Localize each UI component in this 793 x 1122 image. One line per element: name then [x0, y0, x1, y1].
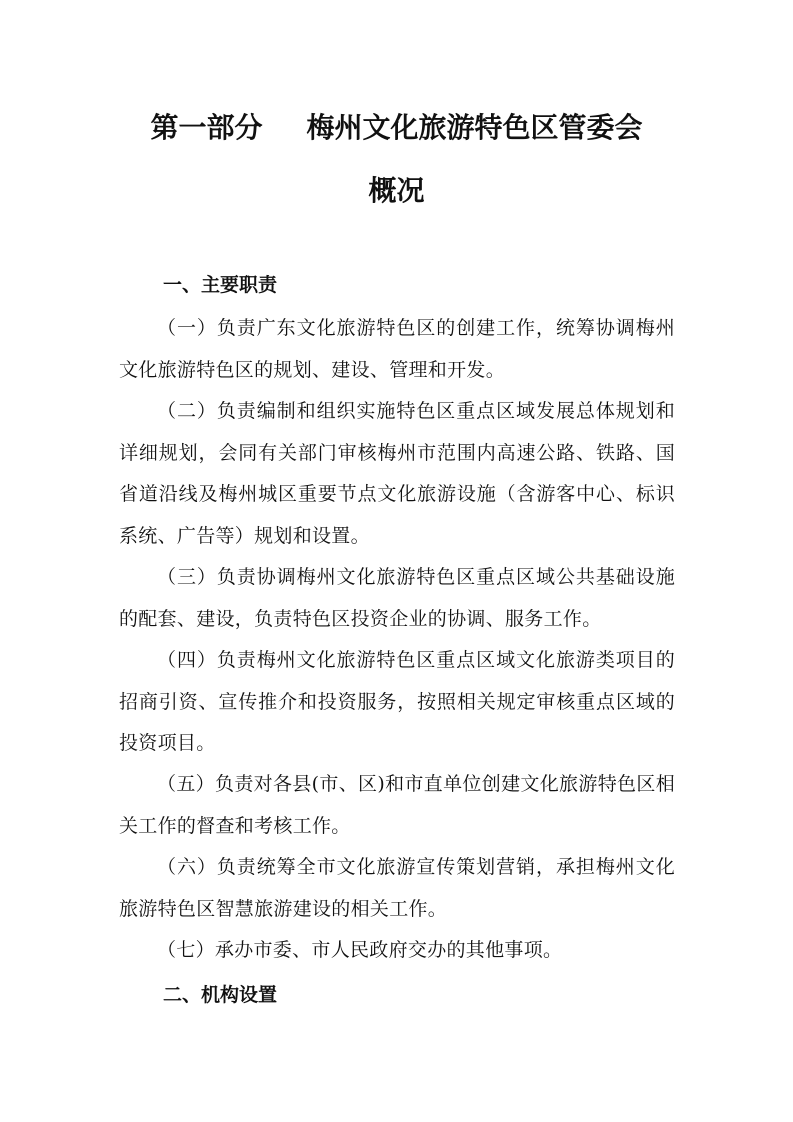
duty-paragraph-6: （六）负责统筹全市文化旅游宣传策划营销，承担梅州文化旅游特色区智慧旅游建设的相关工作。: [119, 856, 675, 920]
duty-paragraph-7: （七）承办市委、市人民政府交办的其他事项。: [157, 939, 563, 961]
section-heading-main-duties: 一、主要职责: [163, 274, 278, 296]
title-organization-name: 梅州文化旅游特色区管委会: [306, 111, 643, 144]
document-title-line-1: [0, 111, 793, 145]
duty-paragraph-2: （二）负责编制和组织实施特色区重点区域发展总体规划和详细规划，会同有关部门审核梅州市范围内高速公路、铁路、国省道沿线及梅州城区重要节点文化旅游设施（含游客中心、标识系统、广告等）规划和设置。: [119, 400, 675, 547]
duty-paragraph-3: （三）负责协调梅州文化旅游特色区重点区域公共基础设施的配套、建设，负责特色区投资企业的协调、服务工作。: [119, 566, 675, 630]
duty-paragraph-4: （四）负责梅州文化旅游特色区重点区域文化旅游类项目的招商引资、宣传推介和投资服务，按照相关规定审核重点区域的投资项目。: [119, 649, 675, 754]
duty-paragraph-1: （一）负责广东文化旅游特色区的创建工作，统筹协调梅州文化旅游特色区的规划、建设、管理和开发。: [119, 317, 675, 381]
document-title-line-2: 概况: [368, 174, 425, 207]
title-part-label: 第一部分: [150, 111, 263, 144]
duty-paragraph-5: （五）负责对各县(市、区)和市直单位创建文化旅游特色区相关工作的督查和考核工作。: [119, 773, 675, 837]
section-heading-organization: 二、机构设置: [163, 984, 278, 1006]
